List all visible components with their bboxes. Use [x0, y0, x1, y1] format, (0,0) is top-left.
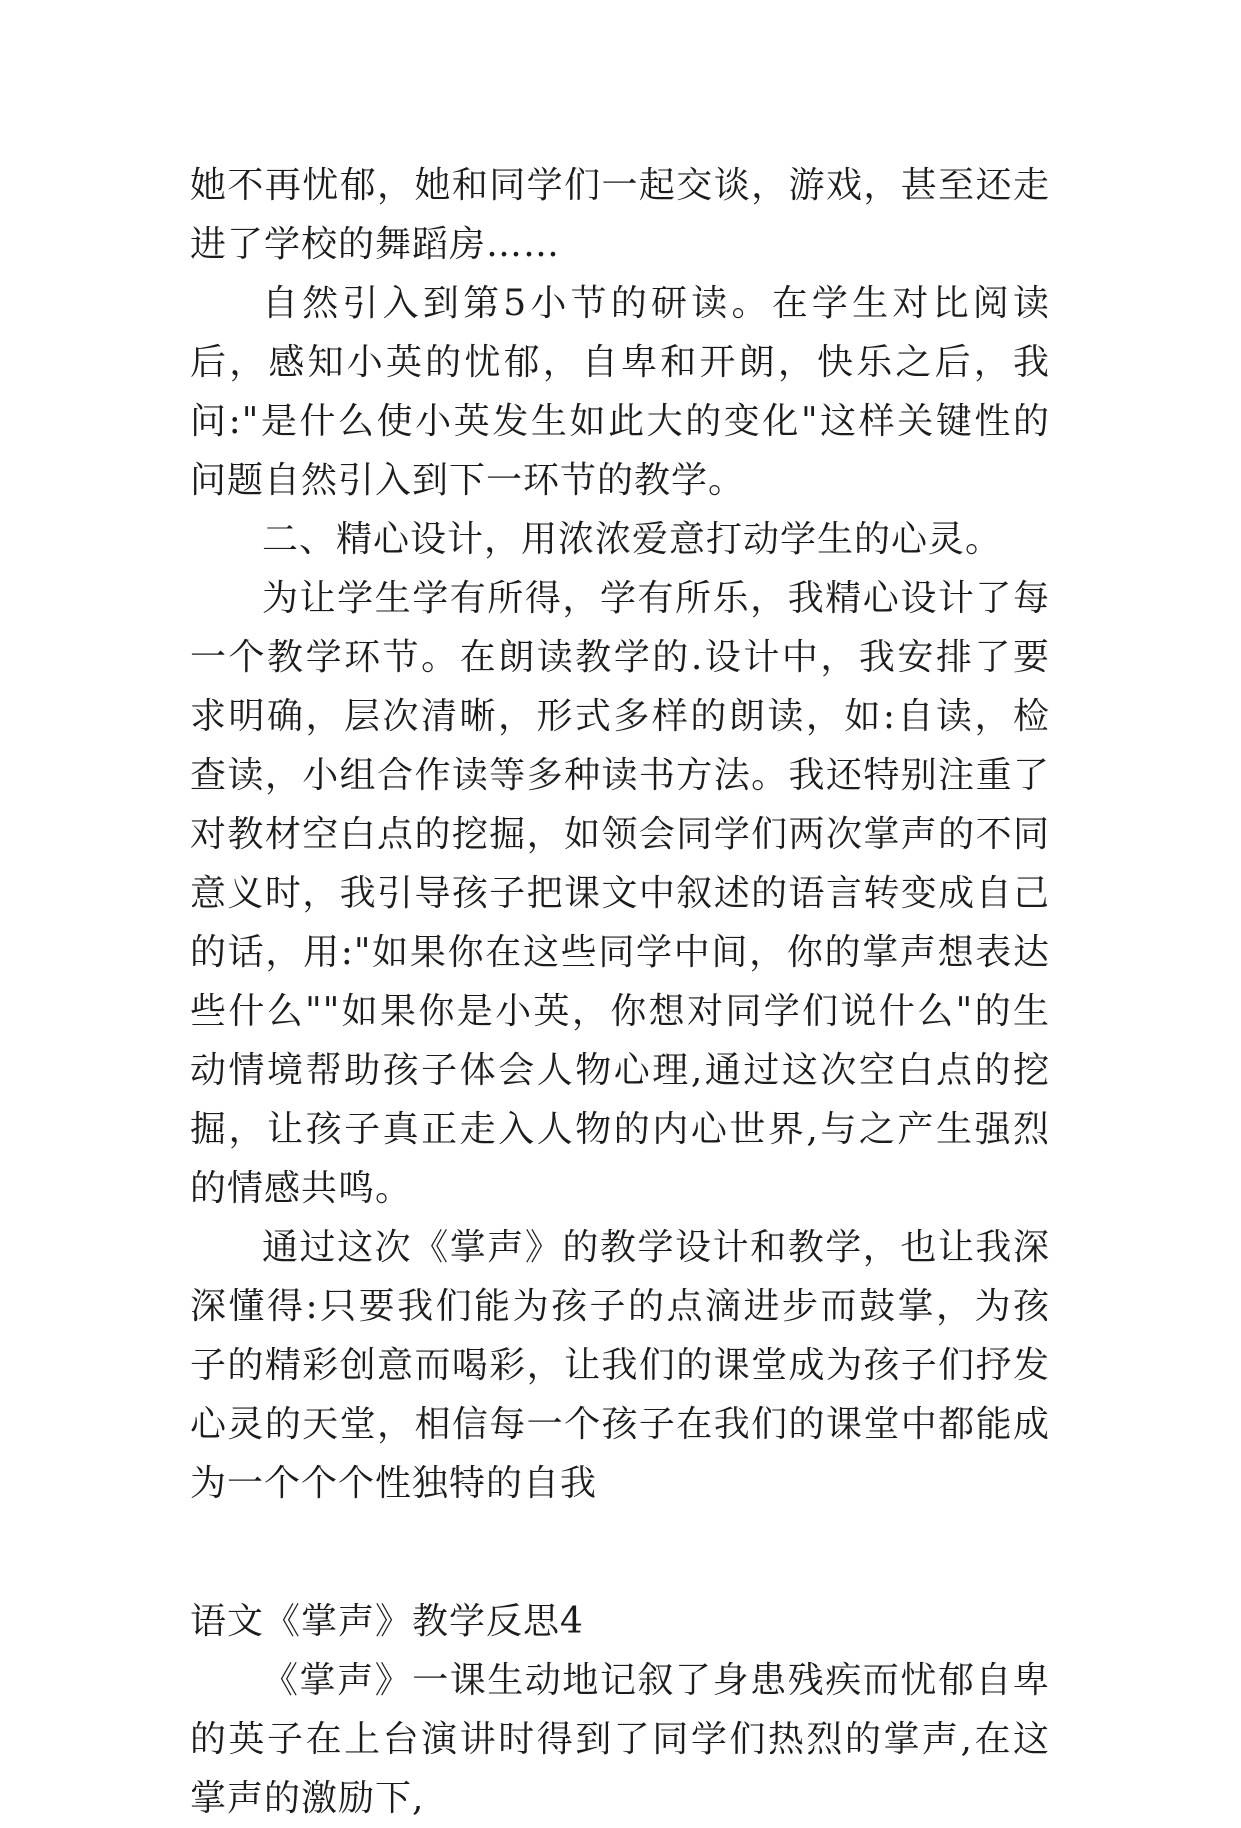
- paragraph-continuation: 她不再忧郁，她和同学们一起交谈，游戏，甚至还走进了学校的舞蹈房……: [190, 165, 1050, 265]
- paragraph-conclusion: 通过这次《掌声》的教学设计和教学，也让我深深懂得:只要我们能为孩子的点滴进步而鼓掌，为孩子的精彩创意而喝彩，让我们的课堂成为孩子们抒发心灵的天堂，相信每一个孩子在我们的课堂中都能成为一个个个性独特的自我: [190, 1227, 1050, 1504]
- section-heading: 语文《掌声》教学反思4: [190, 1601, 584, 1642]
- paragraph-design-details: 为让学生学有所得，学有所乐，我精心设计了每一个教学环节。在朗读教学的.设计中，我安排了要求明确，层次清晰，形式多样的朗读，如:自读，检查读，小组合作读等多种读书方法。我还特别注重了对教材空白点的挖掘，如领会同学们两次掌声的不同意义时，我引导孩子把课文中叙述的语言转变成自己的话，用:"如果你在这些同学中间，你的掌声想表达些什么""如果你是小英，你想对同学们说什么"的生动情境帮助孩子体会人物心理,通过这次空白点的挖掘，让孩子真正走入人物的内心世界,与之产生强烈的情感共鸣。: [190, 578, 1050, 1209]
- document-body: [190, 156, 1050, 1828]
- paragraph-subheading-design: 二、精心设计，用浓浓爱意打动学生的心灵。: [262, 519, 1003, 560]
- section-gap: [190, 1513, 1050, 1592]
- paragraph-section-5-intro: 自然引入到第5小节的研读。在学生对比阅读后，感知小英的忧郁，自卑和开朗，快乐之后，我问:"是什么使小英发生如此大的变化"这样关键性的问题自然引入到下一环节的教学。: [190, 283, 1050, 501]
- paragraph-reflection-4-intro: 《掌声》一课生动地记叙了身患残疾而忧郁自卑的英子在上台演讲时得到了同学们热烈的掌声,在这掌声的激励下,: [190, 1660, 1050, 1819]
